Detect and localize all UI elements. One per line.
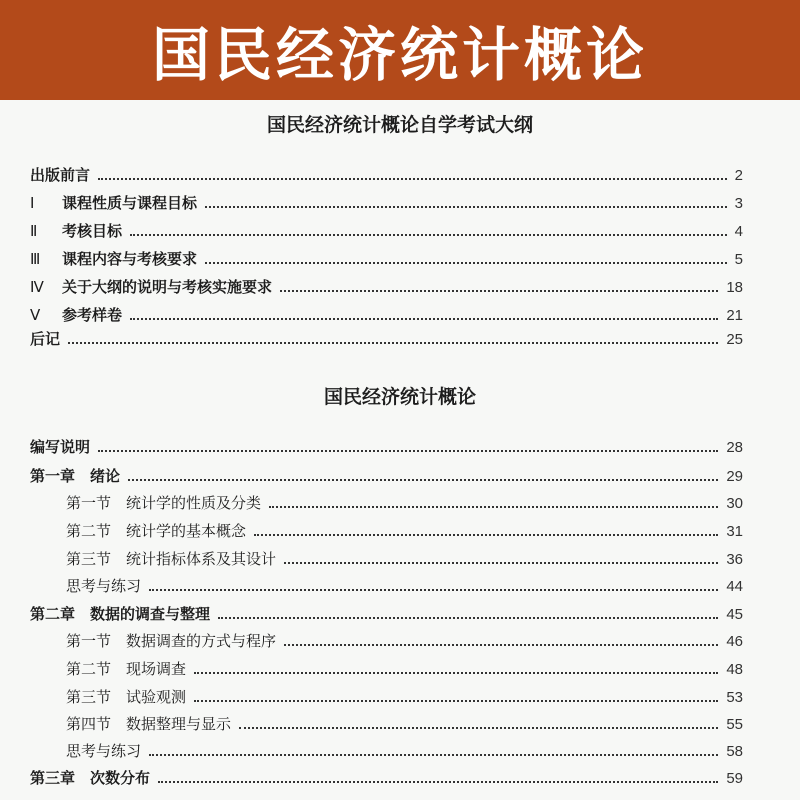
dot-leader: [128, 478, 718, 481]
toc-entry-label: 第三节 统计指标体系及其设计: [66, 550, 277, 568]
toc-entry-label: 考核目标: [62, 222, 123, 240]
toc-entry-label: 第三节 试验观测: [66, 688, 187, 706]
toc-entry-section[interactable]: [66, 686, 743, 708]
toc-entry-label: 第三章 次数分布: [30, 769, 151, 787]
toc-page-number: 2: [734, 167, 743, 184]
toc-entry-label: 第四节 数据整理与显示: [66, 715, 232, 733]
toc-entry-section[interactable]: [66, 492, 743, 514]
toc-entry-exercises[interactable]: [66, 575, 743, 597]
roman-numeral: Ⅰ: [30, 196, 35, 212]
toc-page-number: 46: [726, 633, 743, 650]
toc-page-number: 48: [726, 661, 743, 678]
toc-entry-part-3[interactable]: [30, 248, 743, 270]
dot-leader: [218, 616, 718, 619]
toc-entry-label: 后记: [30, 330, 61, 348]
toc-entry-label: 课程内容与考核要求: [62, 250, 198, 268]
dot-leader: [194, 699, 718, 702]
dot-leader: [98, 449, 718, 452]
roman-numeral: Ⅴ: [30, 308, 41, 324]
toc-entry-preface[interactable]: [30, 164, 743, 186]
dot-leader: [130, 233, 727, 236]
header-banner: [0, 0, 800, 100]
toc-entry-label: 关于大纲的说明与考核实施要求: [62, 278, 273, 296]
dot-leader: [98, 177, 727, 180]
banner-title: 国民经济统计概论: [151, 21, 648, 89]
toc-entry-part-2[interactable]: [30, 220, 743, 242]
dot-leader: [149, 588, 718, 591]
roman-numeral: Ⅱ: [30, 224, 38, 240]
toc-page-number: 25: [726, 331, 743, 348]
dot-leader: [158, 780, 718, 783]
toc-entry-label: 第二节 现场调查: [66, 660, 187, 678]
toc-entry-label: 第一节 统计学的性质及分类: [66, 494, 262, 512]
toc-entry-label: 参考样卷: [62, 306, 123, 324]
toc-page-number: 5: [734, 251, 743, 268]
toc-page-number: 58: [726, 743, 743, 760]
toc-entry-part-5[interactable]: [30, 304, 743, 326]
toc-entry-editorial-notes[interactable]: [30, 436, 743, 458]
toc-page-number: 31: [726, 523, 743, 540]
toc-entry-exercises[interactable]: [66, 740, 743, 762]
toc-entry-label: 出版前言: [30, 166, 91, 184]
toc-entry-section[interactable]: [66, 630, 743, 652]
dot-leader: [254, 533, 718, 536]
toc-page-number: 29: [726, 468, 743, 485]
toc-page-number: 3: [734, 195, 743, 212]
toc-entry-label: 思考与练习: [66, 742, 142, 760]
toc-entry-label: 编写说明: [30, 438, 91, 456]
toc-page-number: 4: [734, 223, 743, 240]
toc-entry-label: 第一节 数据调查的方式与程序: [66, 632, 277, 650]
toc-entry-chapter-3[interactable]: [30, 767, 743, 789]
toc-page-number: 30: [726, 495, 743, 512]
toc-page-number: 45: [726, 606, 743, 623]
toc-page-number: 59: [726, 770, 743, 787]
toc-entry-label: 第一章 绪论: [30, 467, 121, 485]
dot-leader: [149, 753, 718, 756]
toc-entry-afterword[interactable]: [30, 328, 743, 350]
toc-entry-label: 第二节 统计学的基本概念: [66, 522, 247, 540]
dot-leader: [239, 726, 718, 729]
toc-page-number: 28: [726, 439, 743, 456]
dot-leader: [205, 205, 727, 208]
dot-leader: [194, 671, 718, 674]
toc-page-number: 21: [726, 307, 743, 324]
toc-page-number: 44: [726, 578, 743, 595]
toc-page-number: 55: [726, 716, 743, 733]
dot-leader: [68, 341, 718, 344]
dot-leader: [284, 643, 718, 646]
toc-entry-part-1[interactable]: [30, 192, 743, 214]
toc-page-number: 36: [726, 551, 743, 568]
roman-numeral: Ⅳ: [30, 280, 44, 296]
toc-page-number: 18: [726, 279, 743, 296]
dot-leader: [130, 317, 718, 320]
toc-entry-section[interactable]: [66, 658, 743, 680]
dot-leader: [284, 561, 718, 564]
toc-entry-label: 课程性质与课程目标: [62, 194, 198, 212]
toc-entry-section[interactable]: [66, 548, 743, 570]
book-title: 国民经济统计概论: [323, 386, 476, 408]
toc-page-number: 53: [726, 689, 743, 706]
toc-entry-label: 第二章 数据的调查与整理: [30, 605, 211, 623]
dot-leader: [280, 289, 718, 292]
syllabus-title: 国民经济统计概论自学考试大纲: [266, 114, 533, 136]
dot-leader: [269, 505, 718, 508]
toc-entry-chapter-1[interactable]: [30, 465, 743, 487]
toc-entry-chapter-2[interactable]: [30, 603, 743, 625]
roman-numeral: Ⅲ: [30, 252, 41, 268]
toc-entry-section[interactable]: [66, 520, 743, 542]
toc-entry-part-4[interactable]: [30, 276, 743, 298]
toc-entry-section[interactable]: [66, 713, 743, 735]
dot-leader: [205, 261, 727, 264]
toc-entry-label: 思考与练习: [66, 577, 142, 595]
